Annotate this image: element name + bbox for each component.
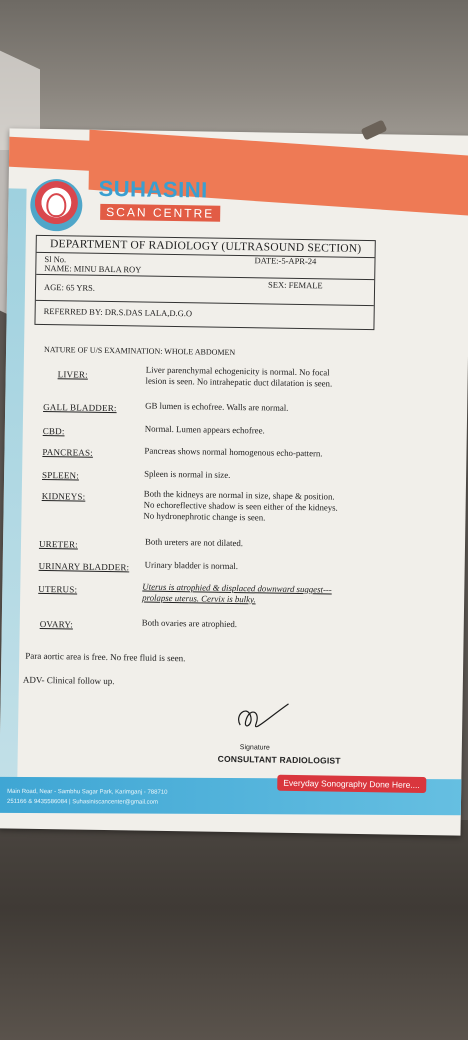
signature-scribble-icon xyxy=(232,697,293,738)
finding-kidneys-line2: No echoreflective shadow is seen either of the kidneys. xyxy=(143,499,338,513)
finding-gall-bladder: GB lumen is echofree. Walls are normal. xyxy=(145,400,289,413)
finding-label-ovary: OVARY: xyxy=(39,618,74,630)
age-divider xyxy=(36,300,374,306)
finding-label-urinary-bladder: URINARY BLADDER: xyxy=(38,560,130,573)
signature-label: Signature xyxy=(239,744,270,752)
name-divider xyxy=(36,274,374,280)
referred-by: REFERRED BY: DR.S.DAS LALA,D.G.O xyxy=(43,305,193,319)
footer-address: Main Road, Near - Sambhu Sagar Park, Karimganj - 788710 xyxy=(7,788,168,796)
patient-info-box xyxy=(34,235,375,330)
finding-pancreas: Pancreas shows normal homogenous echo-pattern. xyxy=(144,445,323,459)
report-paper xyxy=(0,128,468,835)
patient-sex: SEX: FEMALE xyxy=(268,279,323,291)
finding-spleen: Spleen is normal in size. xyxy=(144,468,231,480)
finding-uterus-line1: Uterus is atrophied & displaced downward suggest--- xyxy=(142,581,332,595)
finding-uterus-line2: prolapse uterus. Cervix is bulky. xyxy=(142,592,256,605)
background-top xyxy=(0,0,468,150)
finding-ureter: Both ureters are not dilated. xyxy=(144,536,244,549)
patient-age: AGE: 65 YRS. xyxy=(43,281,96,293)
finding-label-gall-bladder: GALL BLADDER: xyxy=(43,401,117,414)
finding-urinary-bladder: Urinary bladder is normal. xyxy=(144,559,239,572)
note-advice: ADV- Clinical follow up. xyxy=(22,674,115,687)
finding-label-kidneys: KIDNEYS: xyxy=(41,490,86,502)
finding-label-pancreas: PANCREAS: xyxy=(42,446,94,458)
finding-liver-line2: lesion is seen. No intrahepatic duct dilatation is seen. xyxy=(145,375,333,389)
sl-no-label: Sl No. xyxy=(44,253,67,265)
finding-cbd: Normal. Lumen appears echofree. xyxy=(144,423,265,436)
finding-label-ureter: URETER: xyxy=(38,538,78,550)
finding-label-cbd: CBD: xyxy=(42,425,65,437)
footer-contact: 251166 & 9435586084 | Suhasiniscancenter@gmail.com xyxy=(7,798,159,806)
department-title: DEPARTMENT OF RADIOLOGY (ULTRASOUND SECTION) xyxy=(37,236,375,258)
finding-kidneys-line3: No hydronephrotic change is seen. xyxy=(143,510,266,523)
brand-name: SUHASINI xyxy=(98,175,208,203)
exam-nature: NATURE OF U/S EXAMINATION: WHOLE ABDOMEN xyxy=(43,344,236,357)
finding-liver-line1: Liver parenchymal echogenicity is normal. No focal xyxy=(145,364,330,378)
report-date: DATE:-5-APR-24 xyxy=(254,255,317,267)
finding-label-spleen: SPLEEN: xyxy=(42,469,80,481)
finding-label-liver: LIVER: xyxy=(57,369,88,380)
logo-figure-icon xyxy=(46,193,66,217)
finding-kidneys-line1: Both the kidneys are normal in size, shape & position. xyxy=(143,488,335,502)
finding-label-uterus: UTERUS: xyxy=(38,583,78,595)
signature-title: CONSULTANT RADIOLOGIST xyxy=(217,753,341,766)
note-para-aortic: Para aortic area is free. No free fluid is seen. xyxy=(25,650,186,664)
patient-name: NAME: MINU BALA ROY xyxy=(44,262,142,275)
background-floor xyxy=(0,820,468,1040)
footer-tagline: Everyday Sonography Done Here.... xyxy=(277,775,426,793)
brand-subtitle: SCAN CENTRE xyxy=(100,204,220,222)
clinic-logo-icon xyxy=(30,179,83,232)
finding-ovary: Both ovaries are atrophied. xyxy=(141,617,238,630)
